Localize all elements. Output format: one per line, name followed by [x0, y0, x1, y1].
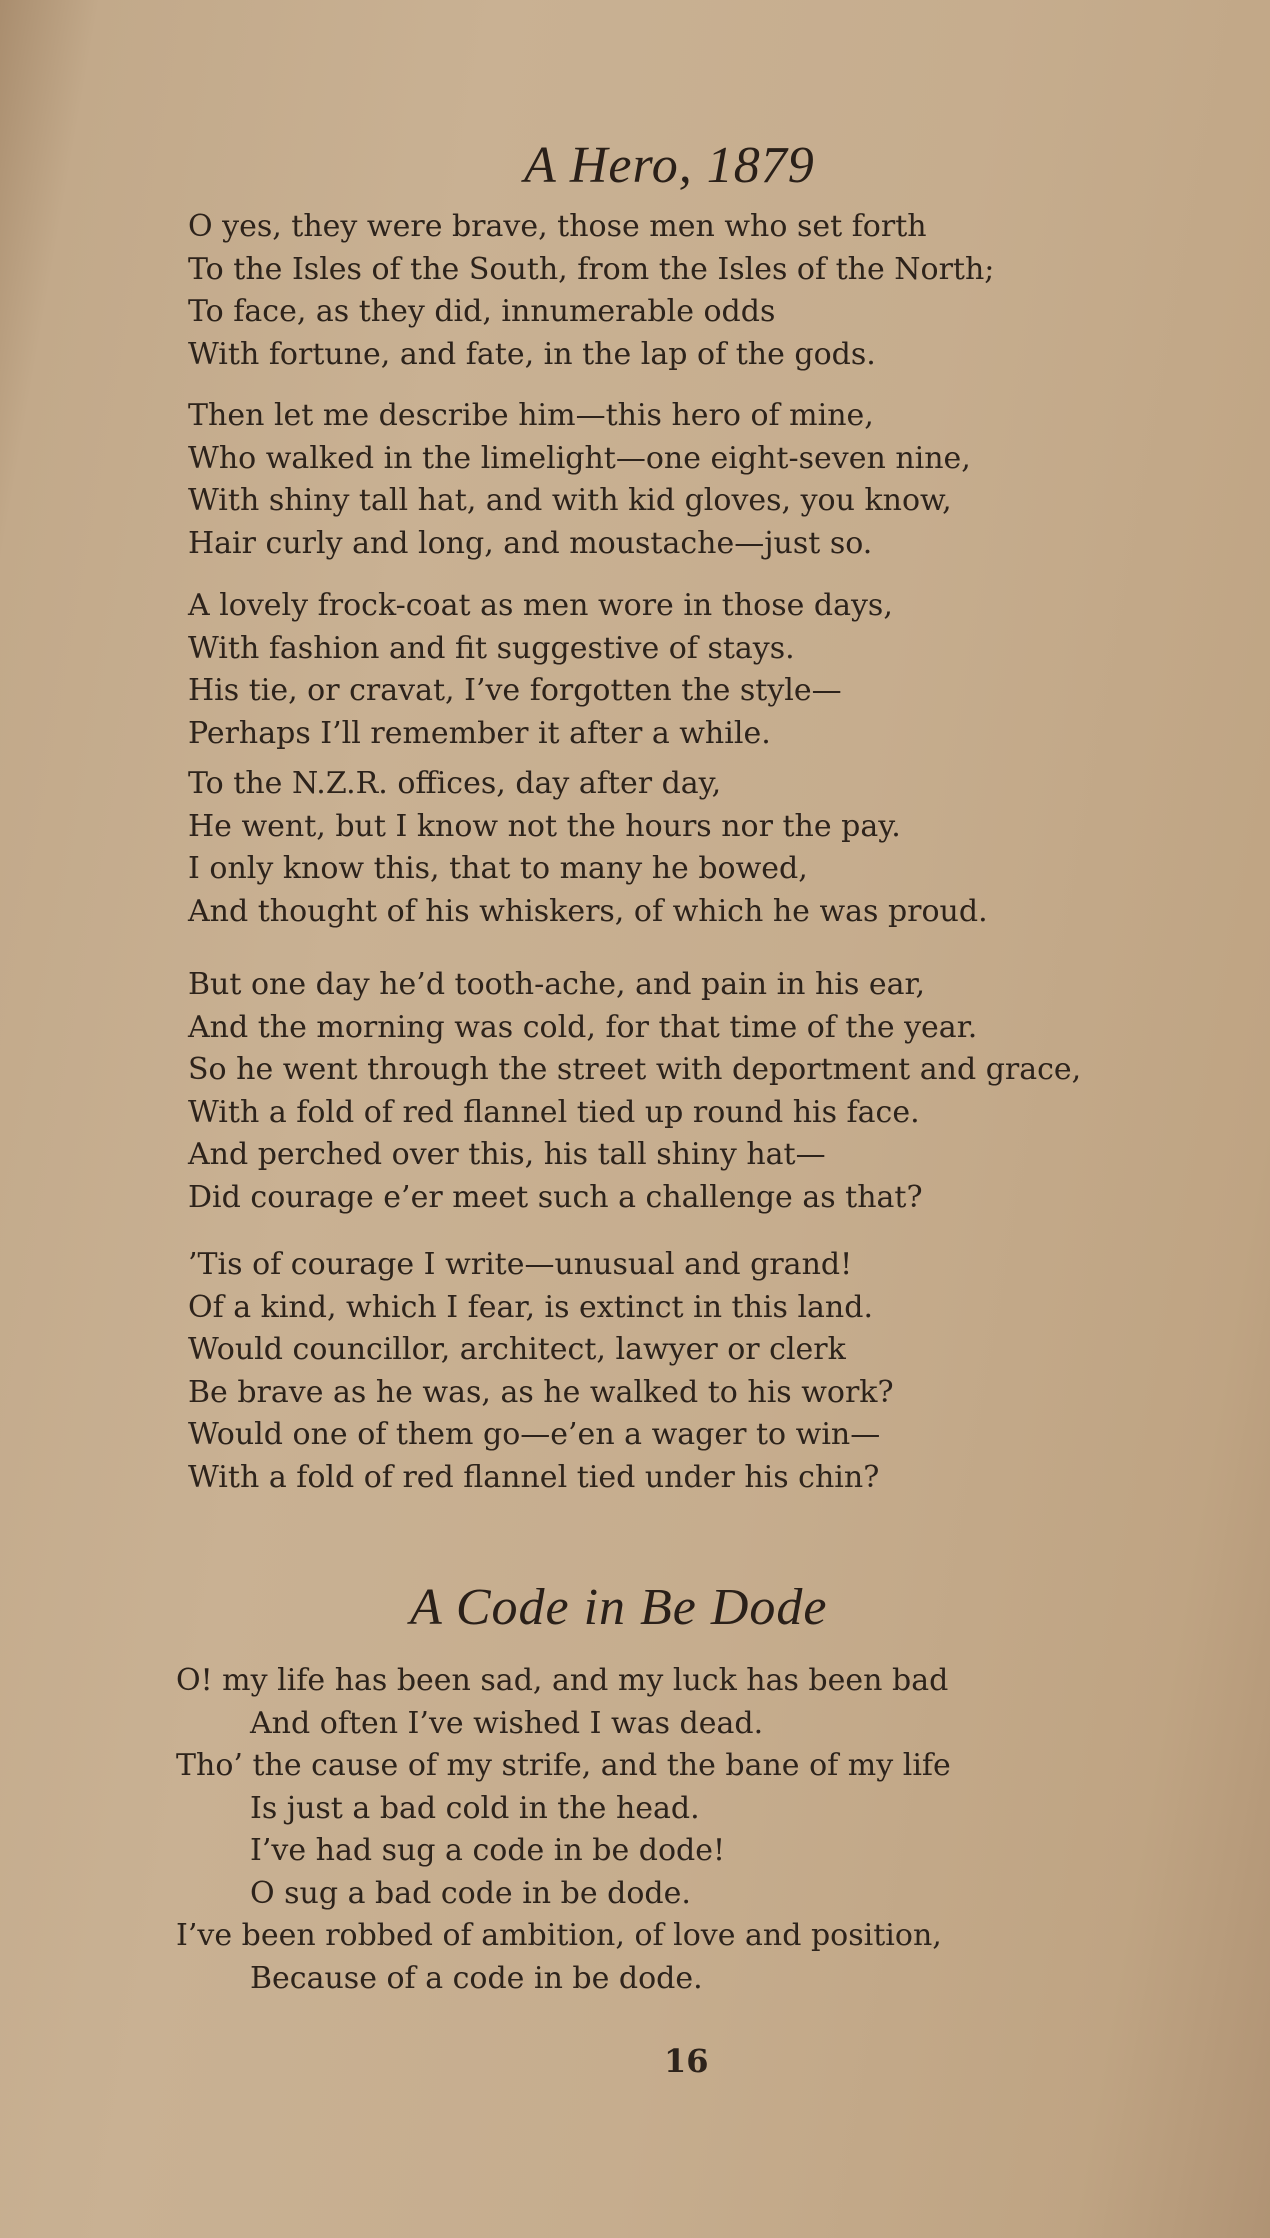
poem-title-hero: A Hero, 1879 — [524, 137, 815, 194]
hero-stanza-4 — [188, 763, 988, 933]
poem-line: Be brave as he was, as he walked to his work? — [188, 1374, 894, 1410]
poem-line: With shiny tall hat, and with kid gloves, you know, — [188, 483, 952, 518]
poem-line: And often I’ve wished I was dead. — [250, 1705, 764, 1741]
poem-line: With fashion and fit suggestive of stays. — [188, 630, 795, 666]
poem-line: With a fold of red flannel tied under his chin? — [188, 1459, 880, 1495]
poem-line: O! my life has been sad, and my luck has been bad — [176, 1663, 949, 1698]
poem-line: With a fold of red flannel tied up round his face. — [188, 1094, 920, 1130]
poem-line: Would one of them go—e’en a wager to win— — [188, 1417, 881, 1452]
code-stanza — [176, 1660, 951, 2000]
poem-line: I’ve been robbed of ambition, of love and position, — [176, 1918, 942, 1953]
poem-line: So he went through the street with deportment and grace, — [188, 1052, 1082, 1087]
poem-line: He went, but I know not the hours nor the pay. — [188, 808, 901, 844]
page-number: 16 — [664, 2042, 709, 2080]
poem-line: Tho’ the cause of my strife, and the bane of my life — [176, 1748, 951, 1783]
poem-title-code: A Code in Be Dode — [410, 1579, 828, 1636]
poem-line: Is just a bad cold in the head. — [250, 1790, 700, 1826]
poem-line: And the morning was cold, for that time of the year. — [188, 1009, 978, 1045]
poem-line: And perched over this, his tall shiny hat— — [188, 1137, 826, 1172]
hero-stanza-5 — [188, 964, 1081, 1219]
poem-line: Then let me describe him—this hero of mine, — [188, 398, 874, 433]
poem-line: Hair curly and long, and moustache—just so. — [188, 525, 873, 561]
poem-line: But one day he’d tooth-ache, and pain in his ear, — [188, 967, 926, 1002]
poem-line: And thought of his whiskers, of which he was proud. — [188, 893, 988, 929]
poem-line: Would councillor, architect, lawyer or clerk — [188, 1332, 846, 1367]
poem-line: O yes, they were brave, those men who set forth — [188, 209, 927, 244]
hero-stanza-2 — [188, 395, 971, 565]
poem-line: I only know this, that to many he bowed, — [188, 851, 808, 886]
poem-line: A lovely frock-coat as men wore in those days, — [188, 588, 893, 623]
poem-line: O sug a bad code in be dode. — [250, 1875, 691, 1911]
poem-line: Did courage e’er meet such a challenge as that? — [188, 1179, 923, 1215]
poem-line: To face, as they did, innumerable odds — [188, 294, 776, 329]
hero-stanza-1 — [188, 206, 994, 376]
poem-line: To the N.Z.R. offices, day after day, — [188, 766, 722, 801]
poem-line: His tie, or cravat, I’ve forgotten the style— — [188, 673, 842, 708]
poem-line: Of a kind, which I fear, is extinct in this land. — [188, 1289, 873, 1325]
poem-line: With fortune, and fate, in the lap of the gods. — [188, 336, 876, 372]
hero-stanza-6 — [188, 1244, 894, 1499]
poem-line: Because of a code in be dode. — [250, 1960, 703, 1996]
poem-line: Perhaps I’ll remember it after a while. — [188, 715, 771, 751]
poem-line: Who walked in the limelight—one eight-seven nine, — [188, 440, 971, 476]
hero-stanza-3 — [188, 585, 893, 755]
poem-line: I’ve had sug a code in be dode! — [250, 1833, 726, 1868]
poem-line: ’Tis of courage I write—unusual and grand! — [188, 1247, 853, 1282]
poem-line: To the Isles of the South, from the Isles of the North; — [188, 251, 995, 287]
